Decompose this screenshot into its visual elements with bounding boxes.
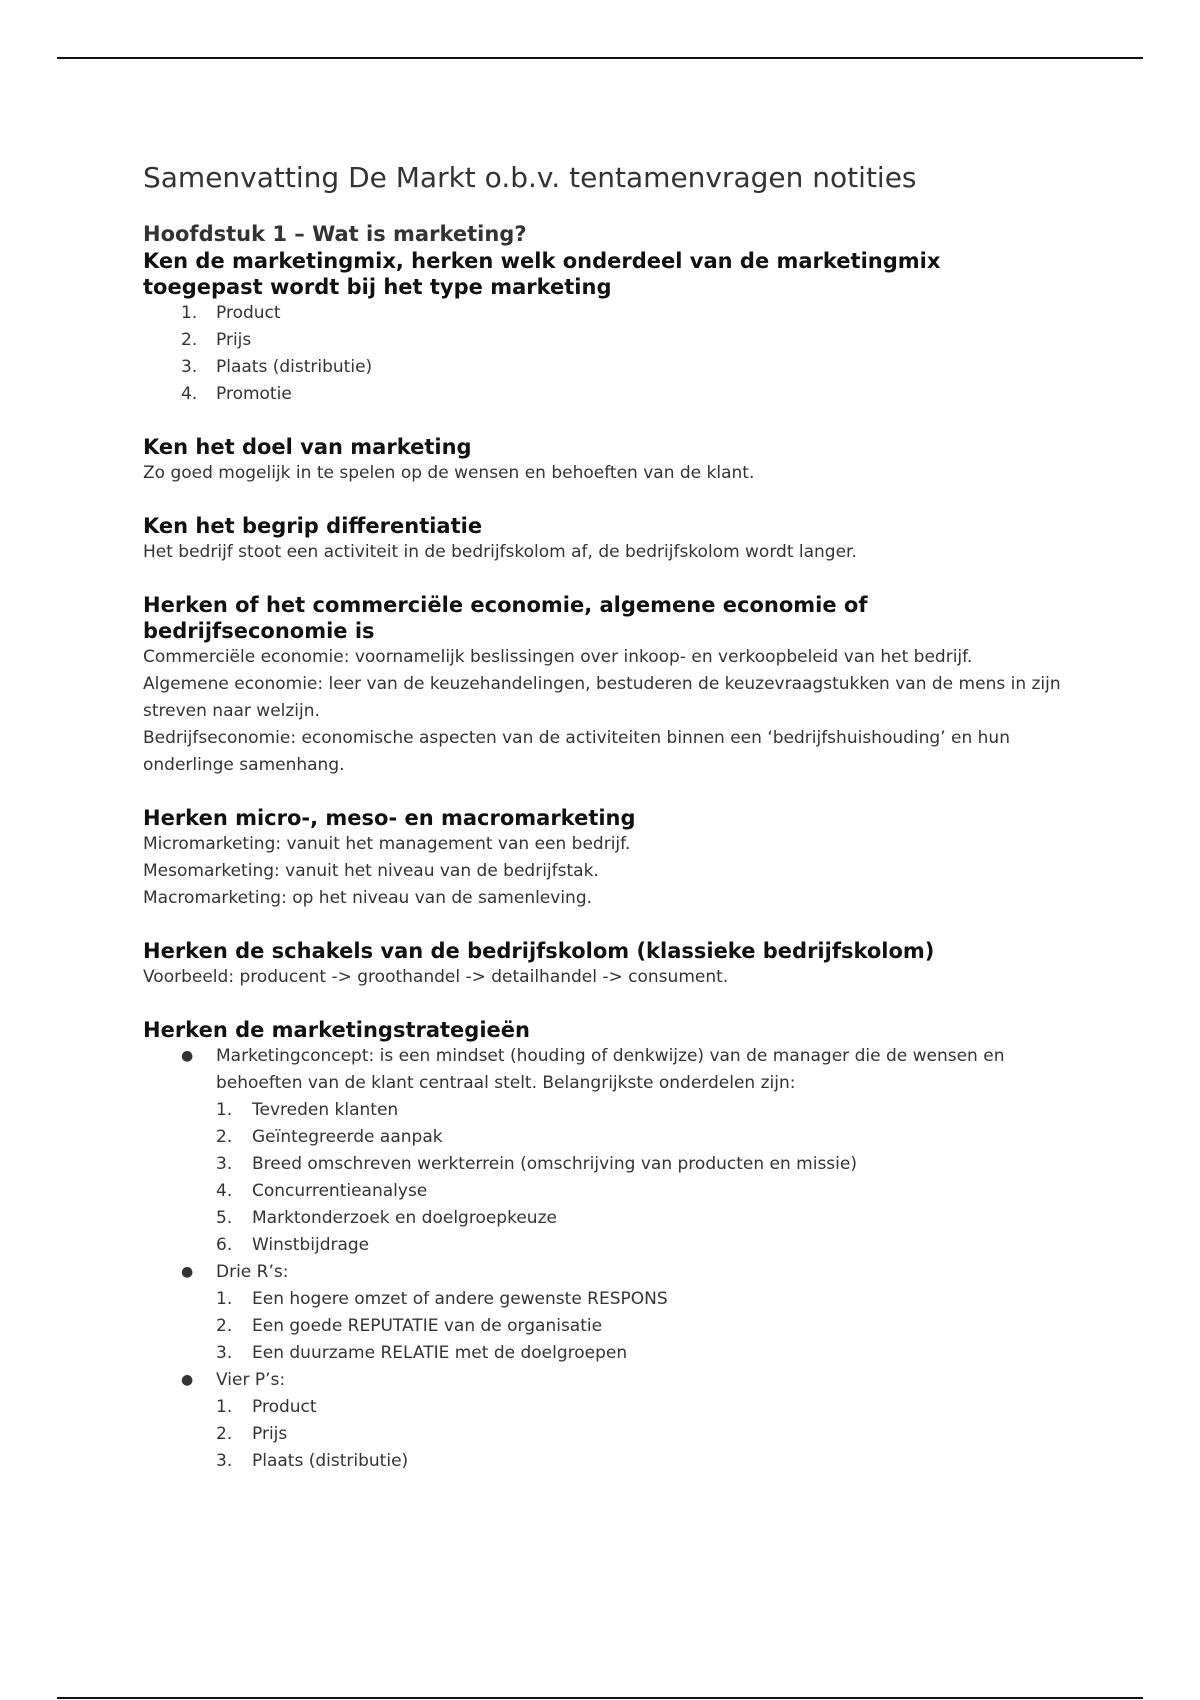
section-marketingmix [143, 248, 1063, 408]
paragraph: Voorbeeld: producent -> groothandel -> detailhandel -> consument. [143, 967, 729, 987]
paragraph: Zo goed mogelijk in te spelen op de wensen en behoeften van de klant. [143, 463, 755, 483]
list-item: 3. Breed omschreven werkterrein (omschrijving van producten en missie) [216, 1154, 857, 1174]
document-title: Samenvatting De Markt o.b.v. tentamenvragen notities [143, 161, 917, 194]
section-micro-meso-macro [143, 805, 1063, 912]
paragraph: Macromarketing: op het niveau van de samenleving. [143, 888, 593, 908]
list-item: 2. Een goede REPUTATIE van de organisatie [216, 1316, 603, 1336]
section-heading: Ken de marketingmix, herken welk onderdeel van de marketingmix toegepast wordt bij het type marketing [143, 249, 941, 299]
bullet-icon: ● [181, 1264, 194, 1280]
paragraph: Algemene economie: leer van de keuzehandelingen, bestuderen de keuzevraagstukken van de mens in zijn streven naar welzijn. [143, 674, 1061, 721]
bullet-icon: ● [181, 1372, 194, 1388]
sub-list [216, 1394, 1063, 1475]
paragraph: Het bedrijf stoot een activiteit in de bedrijfskolom af, de bedrijfskolom wordt langer. [143, 542, 857, 562]
list-item: 4. Concurrentieanalyse [216, 1181, 428, 1201]
list-item: 3. Plaats (distributie) [216, 1451, 409, 1471]
list-item: 2. Prijs [181, 330, 252, 350]
section-bedrijfskolom [143, 938, 1063, 991]
list-item: 2. Geïntegreerde aanpak [216, 1127, 443, 1147]
sub-list [216, 1286, 1063, 1367]
section-heading: Ken het doel van marketing [143, 435, 472, 459]
paragraph: Mesomarketing: vanuit het niveau van de bedrijfstak. [143, 861, 599, 881]
list-item: ● Drie R’s: 1. Een hogere omzet of andere gewenste RESPONS 2. Een goede REPUTATIE van de organisatie 3. Een duurzame RELATIE met de doelgroepen [143, 1259, 1063, 1367]
strategy-list [143, 1043, 1063, 1475]
sub-list [216, 1097, 1063, 1259]
list-item: 1. Product [181, 303, 281, 323]
section-doel [143, 434, 1063, 487]
list-item: 4. Promotie [181, 384, 292, 404]
document-body [143, 160, 1063, 1501]
section-heading: Ken het begrip differentiatie [143, 514, 483, 538]
marketingmix-list [143, 300, 1063, 408]
footer-rule [57, 1697, 1143, 1699]
list-item: 1. Een hogere omzet of andere gewenste RESPONS [216, 1289, 668, 1309]
section-heading: Herken de schakels van de bedrijfskolom (klassieke bedrijfskolom) [143, 939, 935, 963]
section-heading: Herken micro-, meso- en macromarketing [143, 806, 636, 830]
list-item: ● Vier P’s: 1. Product 2. Prijs 3. Plaats (distributie) [143, 1367, 1063, 1475]
list-item: 5. Marktonderzoek en doelgroepkeuze [216, 1208, 557, 1228]
list-item: 6. Winstbijdrage [216, 1235, 370, 1255]
list-item: 2. Prijs [216, 1424, 288, 1444]
section-differentiatie [143, 513, 1063, 566]
list-item: ● Marketingconcept: is een mindset (houding of denkwijze) van de manager die de wensen en behoeften van de klant centraal stelt. Belangrijkste onderdelen zijn: 1. Tevreden klanten 2. Geïntegreerde aanpak 3. Breed omschreven werkterrein (omschrijving van producten en missie) 4. Concurrentieanalyse 5. Marktonderzoek en doelgroepkeuze 6. Winstbijdrage [143, 1043, 1063, 1259]
section-strategieen [143, 1017, 1063, 1475]
paragraph: Micromarketing: vanuit het management van een bedrijf. [143, 834, 631, 854]
section-heading: Herken de marketingstrategieën [143, 1018, 530, 1042]
paragraph: Bedrijfseconomie: economische aspecten van de activiteiten binnen een ‘bedrijfshuishouding’ en hun onderlinge samenhang. [143, 728, 1010, 775]
bullet-icon: ● [181, 1048, 194, 1064]
list-item: 1. Tevreden klanten [216, 1100, 399, 1120]
paragraph: Commerciële economie: voornamelijk beslissingen over inkoop- en verkoopbeleid van het bedrijf. [143, 647, 973, 667]
list-item: 3. Plaats (distributie) [181, 357, 373, 377]
section-economie [143, 592, 1063, 779]
section-heading: Herken of het commerciële economie, algemene economie of bedrijfseconomie is [143, 593, 868, 643]
header-rule [57, 57, 1143, 59]
list-item: 1. Product [216, 1397, 317, 1417]
list-item: 3. Een duurzame RELATIE met de doelgroepen [216, 1343, 628, 1363]
chapter-heading: Hoofdstuk 1 – Wat is marketing? [143, 222, 527, 246]
